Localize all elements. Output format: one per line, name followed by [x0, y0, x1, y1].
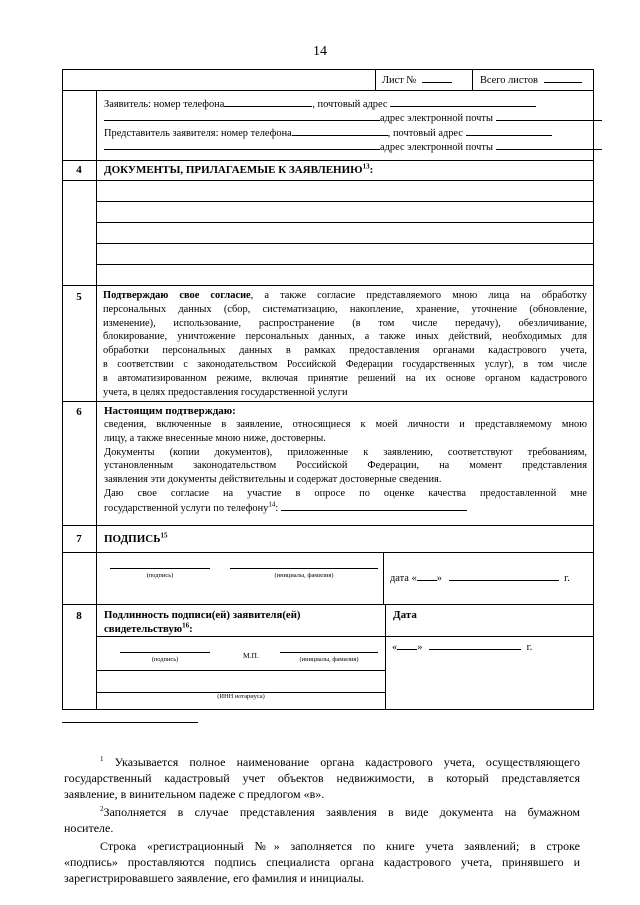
- section-4-title: ДОКУМЕНТЫ, ПРИЛАГАЕМЫЕ К ЗАЯВЛЕНИЮ$^{13}$:: [104, 162, 374, 176]
- footnote-ref-14: 14: [268, 500, 276, 509]
- applicant-email-line: адрес электронной почты: [104, 111, 602, 125]
- footnote-1: $^1$ Указывается полное наименование органа кадастрового учета, осуществляющего государственный кадастровый учет объектов недвижимости, в который представляется заявление, в винительном падеже с предлогом «в».: [64, 755, 580, 801]
- section-7-date-line: дата « » г.: [390, 573, 570, 584]
- section-7-month-year-blank[interactable]: [449, 571, 559, 581]
- total-sheets-field: [480, 73, 582, 87]
- section-6-confirmation-text: сведения, включенные в заявление, относящиеся к моей личности и представляемому мною лицу, а также внесенные мною ниже, достоверны. Документы (копии документов), приложенные к заявлению, соответствуют требованиям, установленным законодательством Российской Федерации, на момент представления заявления эти документы действительны и содержат достоверные сведения. Даю свое согласие на участие в опросе по оценке качества предоставленной мне государственной услуги по телефону$^{14}$:: [104, 419, 587, 514]
- representative-email-blank[interactable]: [496, 140, 602, 150]
- section-7-number: 7: [76, 533, 82, 545]
- section-7-signature-line[interactable]: [110, 568, 210, 569]
- section-8-date-line: « » г.: [392, 642, 533, 653]
- section-7-initials-line[interactable]: [230, 568, 378, 569]
- section-7-title: ПОДПИСЬ$^{15}$: [104, 531, 168, 545]
- representative-email-line: адрес электронной почты: [104, 140, 602, 154]
- footnote-2: $^2$Заполняется в случае представления заявления в виде документа на бумажном носителе.: [64, 805, 580, 835]
- section-8-title: Подлинность подписи(ей) заявителя(ей) свидетельствую$^{16}$:: [104, 609, 301, 635]
- section-5-number: 5: [76, 291, 82, 303]
- number-column-divider: [96, 90, 97, 710]
- section-6-title: Настоящим подтверждаю:: [104, 405, 236, 417]
- table-top-border: [62, 69, 594, 70]
- representative-phone-line: Представитель заявителя: номер телефона , почтовый адрес: [104, 126, 552, 140]
- footnote-ref-13: 13: [362, 162, 370, 171]
- total-sheets-blank[interactable]: [544, 73, 582, 83]
- section-5-consent-text: Подтверждаю свое согласие, а также согласие представляемого мною лица на обработку персональных данных (сбор, систематизацию, накопление, хранение, уточнение (обновление, изменение), использование, распространение (в том числе передачу), обезличивание, блокирование, уничтожение персональных данных, а также иных действий, необходимых для обработки персональных данных в рамках предоставления органами кадастрового учета, в соответствии с законодательством Российской Федерации государственных услуг), в том числе в автоматизированном режиме, включая принятие решений на их основе органом кадастрового учета, в целях предоставления государственной услуги: [103, 290, 587, 398]
- sheet-number-label: Лист №: [382, 75, 417, 86]
- section-8-initials-label: (инициалы, фамилия): [299, 656, 359, 663]
- footnote-ref-16: 16: [182, 621, 190, 630]
- section-7-day-blank[interactable]: [417, 571, 437, 581]
- section-6-number: 6: [76, 406, 82, 418]
- phone-survey-blank[interactable]: [281, 501, 467, 511]
- applicant-phone-line: Заявитель: номер телефона , почтовый адрес: [104, 97, 536, 111]
- sheet-number-blank[interactable]: [422, 73, 452, 83]
- footnote-separator: [62, 722, 198, 723]
- section-4-number: 4: [76, 164, 82, 176]
- representative-phone-blank[interactable]: [292, 126, 388, 136]
- page-number: 14: [313, 44, 327, 59]
- section-7-signature-label: (подпись): [146, 572, 174, 579]
- table-right-border: [593, 69, 594, 710]
- stamp-mark-label: М.П.: [243, 651, 259, 660]
- section-8-signature-line[interactable]: [120, 652, 210, 653]
- footnote-1-mark: 1: [100, 755, 104, 763]
- section-8-initials-line[interactable]: [280, 652, 378, 653]
- footnote-2-mark: 2: [100, 805, 104, 813]
- applicant-email-blank-left[interactable]: [104, 111, 380, 121]
- total-sheets-label: Всего листов: [480, 75, 538, 86]
- representative-email-blank-left[interactable]: [104, 140, 380, 150]
- sheet-number-field: [382, 73, 452, 87]
- section-7-initials-label: (инициалы, фамилия): [274, 572, 334, 579]
- representative-address-blank[interactable]: [466, 126, 552, 136]
- notary-inn-label: (ИНН нотариуса): [217, 693, 265, 700]
- section-8-month-year-blank[interactable]: [429, 640, 521, 650]
- table-bottom-border: [62, 709, 594, 710]
- footnote-ref-15: 15: [160, 531, 168, 540]
- section-8-number: 8: [76, 610, 82, 622]
- applicant-email-blank[interactable]: [496, 111, 602, 121]
- applicant-address-blank[interactable]: [390, 97, 536, 107]
- applicant-phone-blank[interactable]: [224, 97, 312, 107]
- table-left-border: [62, 69, 63, 710]
- section-8-signature-label: (подпись): [151, 656, 179, 663]
- section-8-day-blank[interactable]: [397, 640, 417, 650]
- consent-lead: Подтверждаю свое согласие: [103, 290, 251, 301]
- registration-note: Строка «регистрационный №» заполняется по книге учета заявлений; в строке «подпись» проставляются подпись специалиста органа кадастрового учета, принявшего и зарегистрировавшего заявление, его фамилия и инициалы.: [64, 839, 580, 885]
- section-8-date-title: Дата: [393, 609, 417, 621]
